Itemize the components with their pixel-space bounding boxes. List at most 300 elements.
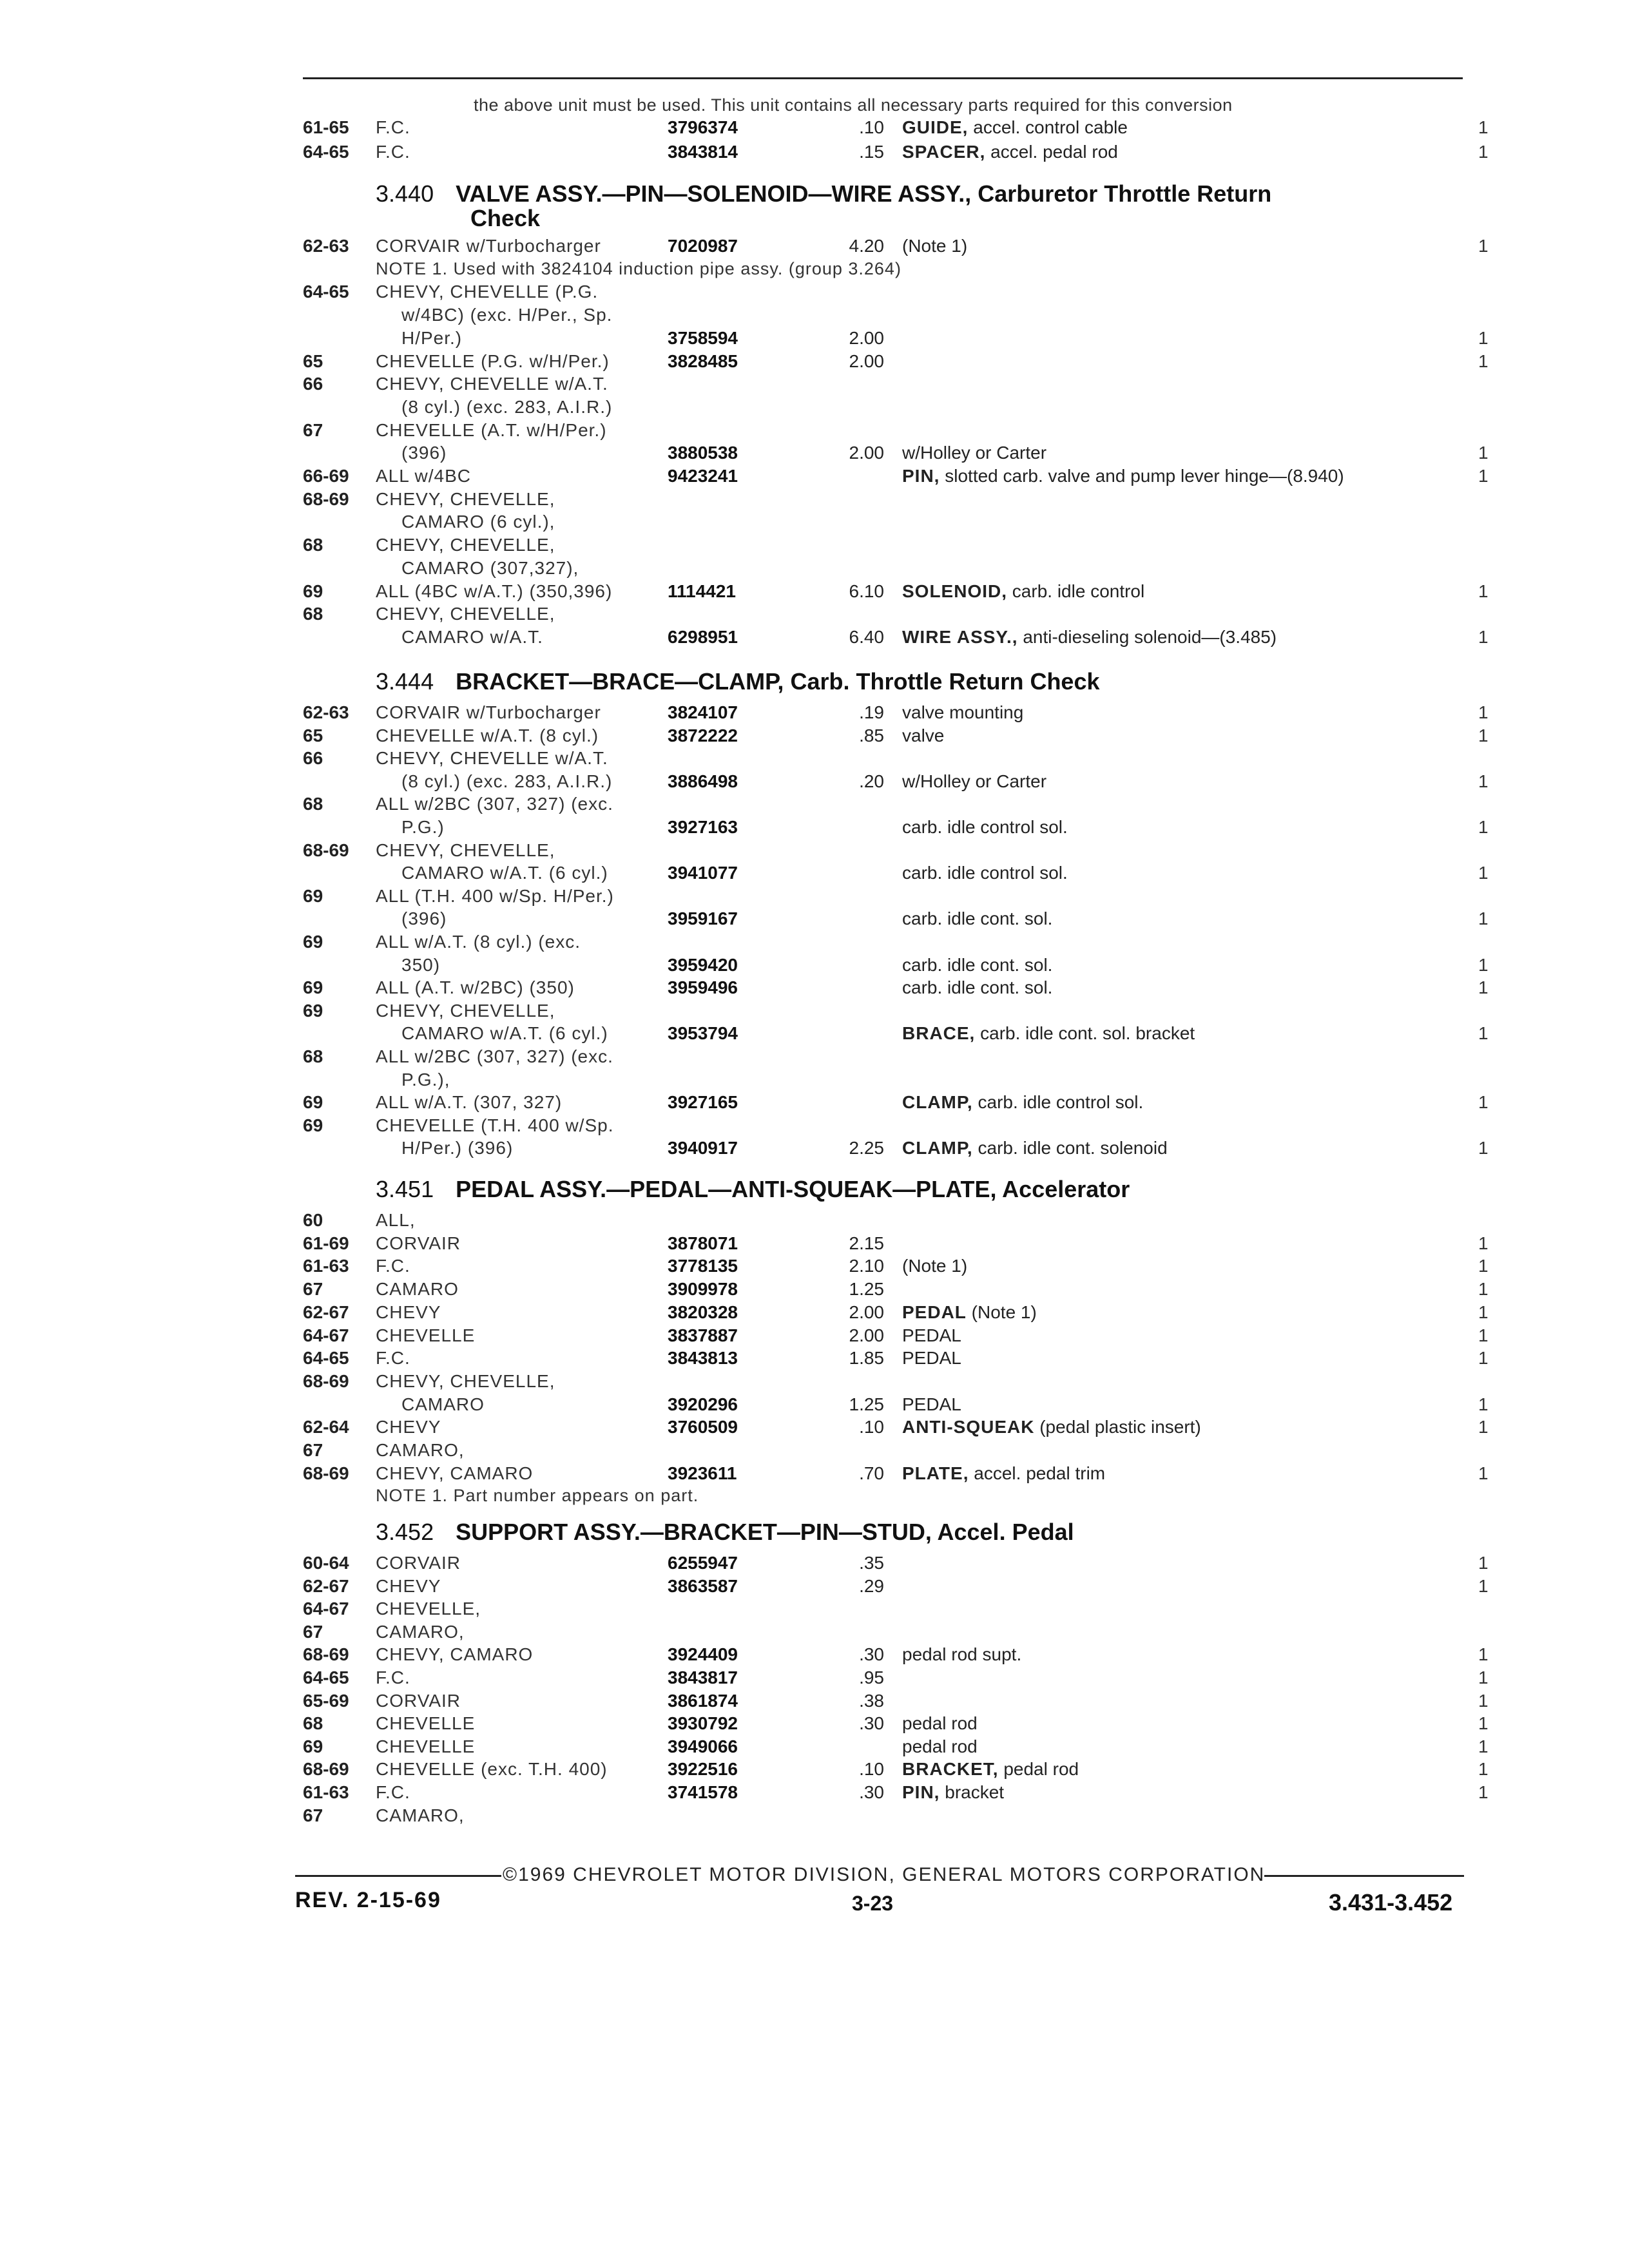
- table-row: [0, 397, 1629, 420]
- table-row: [0, 1782, 1629, 1805]
- row-description: WIRE ASSY., anti-dieseling solenoid—(3.485): [902, 627, 1277, 647]
- description-keyword: BRACKET,: [902, 1759, 999, 1779]
- row-quantity: 1: [1478, 142, 1489, 162]
- row-model: CHEVY, CHEVELLE w/A.T.: [376, 748, 608, 768]
- row-year: 68-69: [303, 840, 349, 860]
- row-model: CHEVELLE (exc. T.H. 400): [376, 1759, 608, 1779]
- row-quantity: 1: [1478, 908, 1489, 928]
- row-year: 62-63: [303, 702, 349, 722]
- row-quantity: 1: [1478, 1325, 1489, 1345]
- row-description: valve mounting: [902, 702, 1024, 722]
- row-part-number: 3778135: [668, 1256, 738, 1276]
- footer-range: 3.431-3.452: [1329, 1889, 1453, 1916]
- row-model: F.C.: [376, 142, 410, 162]
- row-quantity: 1: [1478, 863, 1489, 883]
- row-model: CORVAIR: [376, 1691, 461, 1711]
- row-part-number: 3824107: [668, 702, 738, 722]
- row-part-number: 3820328: [668, 1302, 738, 1322]
- row-model: CAMARO: [376, 1279, 459, 1299]
- row-model: ALL (A.T. w/2BC) (350): [376, 977, 575, 997]
- row-description: (Note 1): [902, 1256, 968, 1276]
- row-year: 67: [303, 1440, 323, 1460]
- row-quantity: 1: [1478, 1394, 1489, 1414]
- row-year: 68: [303, 794, 323, 814]
- table-row: [0, 1023, 1629, 1046]
- row-model: CHEVY, CHEVELLE,: [376, 1001, 555, 1021]
- row-description: pedal rod supt.: [902, 1644, 1022, 1664]
- row-quantity: 1: [1478, 328, 1489, 348]
- row-part-number: 3843814: [668, 142, 738, 162]
- row-quantity: 1: [1478, 1644, 1489, 1664]
- row-model: CORVAIR w/Turbocharger: [376, 702, 601, 722]
- row-price: .35: [859, 1553, 884, 1573]
- row-part-number: 3837887: [668, 1325, 738, 1345]
- row-model: CHEVELLE (A.T. w/H/Per.): [376, 420, 607, 440]
- table-row: [0, 771, 1629, 794]
- row-part-number: 3909978: [668, 1279, 738, 1299]
- row-model: w/4BC) (exc. H/Per., Sp.: [401, 305, 613, 325]
- row-description: PEDAL: [902, 1325, 961, 1345]
- row-model: (8 cyl.) (exc. 283, A.I.R.): [401, 397, 613, 417]
- row-model: F.C.: [376, 1256, 410, 1276]
- row-part-number: 3880538: [668, 443, 738, 463]
- footer-rule-left: [295, 1875, 501, 1877]
- section-title: PEDAL ASSY.—PEDAL—ANTI-SQUEAK—PLATE, Accelerator: [456, 1176, 1130, 1202]
- table-row: [0, 535, 1629, 558]
- row-price: 2.25: [849, 1138, 884, 1158]
- row-description: CLAMP, carb. idle control sol.: [902, 1092, 1144, 1112]
- row-description: PEDAL: [902, 1394, 961, 1414]
- row-part-number: 3924409: [668, 1644, 738, 1664]
- row-model: F.C.: [376, 117, 410, 137]
- row-part-number: 3828485: [668, 351, 738, 371]
- row-year: 69: [303, 932, 323, 952]
- row-model: CAMARO: [401, 1394, 485, 1414]
- row-year: 69: [303, 1001, 323, 1021]
- row-description: PIN, slotted carb. valve and pump lever hinge—(8.940): [902, 466, 1344, 486]
- table-row: [0, 117, 1629, 140]
- row-year: 62-64: [303, 1417, 349, 1437]
- row-description: PEDAL (Note 1): [902, 1302, 1037, 1322]
- table-row: [0, 1667, 1629, 1691]
- row-year: 68-69: [303, 1463, 349, 1483]
- row-part-number: 6298951: [668, 627, 738, 647]
- table-row: [0, 1713, 1629, 1736]
- row-part-number: 3949066: [668, 1736, 738, 1756]
- section-title-continued: Check: [470, 205, 541, 231]
- row-part-number: 3886498: [668, 771, 738, 791]
- table-row: [0, 1115, 1629, 1139]
- row-part-number: 3959167: [668, 908, 738, 928]
- row-year: 64-67: [303, 1599, 349, 1619]
- table-row: [0, 558, 1629, 581]
- row-part-number: 3861874: [668, 1691, 738, 1711]
- table-row: [0, 1092, 1629, 1115]
- row-quantity: 1: [1478, 1759, 1489, 1779]
- row-year: 68-69: [303, 1759, 349, 1779]
- row-model: CHEVELLE (T.H. 400 w/Sp.: [376, 1115, 614, 1135]
- table-row: [0, 1736, 1629, 1760]
- description-keyword: PIN,: [902, 466, 940, 486]
- table-row: [0, 1463, 1629, 1486]
- row-model: CHEVY, CHEVELLE w/A.T.: [376, 374, 608, 394]
- row-model: CHEVY, CHEVELLE,: [376, 535, 555, 555]
- table-row: [0, 1325, 1629, 1349]
- row-part-number: 3953794: [668, 1023, 738, 1043]
- section-title: BRACKET—BRACE—CLAMP, Carb. Throttle Return Check: [456, 668, 1100, 695]
- row-year: 62-63: [303, 236, 349, 256]
- row-model: CHEVELLE: [376, 1713, 476, 1733]
- row-model: CORVAIR w/Turbocharger: [376, 236, 601, 256]
- row-price: .30: [859, 1713, 884, 1733]
- section-number: 3.440: [376, 180, 434, 207]
- row-year: 65: [303, 351, 323, 371]
- row-price: .10: [859, 1759, 884, 1779]
- row-price: .10: [859, 117, 884, 137]
- row-year: 64-65: [303, 1667, 349, 1687]
- description-keyword: WIRE ASSY.,: [902, 627, 1018, 647]
- row-model: CHEVY: [376, 1417, 441, 1437]
- table-row: [0, 282, 1629, 305]
- intro-line: the above unit must be used. This unit contains all necessary parts required for this conversion: [474, 95, 1233, 115]
- table-row: [0, 328, 1629, 351]
- table-row: [0, 702, 1629, 726]
- row-part-number: 3872222: [668, 726, 738, 745]
- row-model: CAMARO (6 cyl.),: [401, 512, 555, 532]
- row-quantity: 1: [1478, 1667, 1489, 1687]
- footer-revision: REV. 2-15-69: [295, 1888, 441, 1912]
- row-description: valve: [902, 726, 945, 745]
- row-model: H/Per.) (396): [401, 1138, 514, 1158]
- row-year: 65-69: [303, 1691, 349, 1711]
- row-year: 68-69: [303, 1644, 349, 1664]
- row-quantity: 1: [1478, 1348, 1489, 1368]
- row-price: .10: [859, 1417, 884, 1437]
- row-model: CHEVELLE: [376, 1325, 476, 1345]
- row-year: 68-69: [303, 489, 349, 509]
- table-row: [0, 1070, 1629, 1093]
- row-price: 2.00: [849, 1302, 884, 1322]
- row-model: CHEVY, CHEVELLE,: [376, 840, 555, 860]
- row-description: w/Holley or Carter: [902, 443, 1047, 463]
- description-keyword: SOLENOID,: [902, 581, 1008, 601]
- row-year: 67: [303, 420, 323, 440]
- description-keyword: CLAMP,: [902, 1092, 973, 1112]
- row-model: CHEVY, CHEVELLE,: [376, 1371, 555, 1391]
- table-row: [0, 1302, 1629, 1325]
- row-price: .20: [859, 771, 884, 791]
- row-part-number: 3940917: [668, 1138, 738, 1158]
- row-price: 2.15: [849, 1233, 884, 1253]
- row-quantity: 1: [1478, 627, 1489, 647]
- row-price: 1.25: [849, 1394, 884, 1414]
- row-price: .85: [859, 726, 884, 745]
- row-model: ALL (T.H. 400 w/Sp. H/Per.): [376, 886, 614, 906]
- footer-copyright: ©1969 CHEVROLET MOTOR DIVISION, GENERAL MOTORS CORPORATION: [503, 1864, 1266, 1885]
- section-heading: [376, 1176, 1130, 1203]
- table-row: [0, 955, 1629, 978]
- table-row: [0, 1256, 1629, 1279]
- row-model: CHEVY: [376, 1576, 441, 1596]
- description-keyword: PLATE,: [902, 1463, 969, 1483]
- row-model: (396): [401, 908, 447, 928]
- table-row: [0, 1622, 1629, 1645]
- row-model: ALL w/2BC (307, 327) (exc.: [376, 794, 613, 814]
- table-row: [0, 1001, 1629, 1024]
- row-part-number: 3796374: [668, 117, 738, 137]
- row-price: 2.00: [849, 351, 884, 371]
- row-part-number: 3863587: [668, 1576, 738, 1596]
- row-model: CHEVY, CAMARO: [376, 1644, 534, 1664]
- row-description: carb. idle control sol.: [902, 863, 1068, 883]
- row-part-number: 3959420: [668, 955, 738, 975]
- row-quantity: 1: [1478, 1691, 1489, 1711]
- table-row: [0, 351, 1629, 374]
- row-year: 61-63: [303, 1782, 349, 1802]
- row-part-number: 3760509: [668, 1417, 738, 1437]
- table-row: [0, 466, 1629, 489]
- row-description: GUIDE, accel. control cable: [902, 117, 1128, 137]
- row-model: (8 cyl.) (exc. 283, A.I.R.): [401, 771, 613, 791]
- row-year: 69: [303, 1736, 323, 1756]
- table-row: [0, 886, 1629, 909]
- row-model: NOTE 1. Part number appears on part.: [376, 1486, 699, 1505]
- row-model: F.C.: [376, 1782, 410, 1802]
- row-model: ALL w/4BC: [376, 466, 472, 486]
- row-model: CHEVY: [376, 1302, 441, 1322]
- row-model: CAMARO,: [376, 1805, 465, 1825]
- row-quantity: 1: [1478, 955, 1489, 975]
- row-part-number: 3920296: [668, 1394, 738, 1414]
- table-row: [0, 794, 1629, 817]
- row-quantity: 1: [1478, 1279, 1489, 1299]
- row-part-number: 3758594: [668, 328, 738, 348]
- row-model: CAMARO,: [376, 1440, 465, 1460]
- row-part-number: 3843813: [668, 1348, 738, 1368]
- footer-page-number: 3-23: [852, 1892, 894, 1915]
- row-model: CHEVELLE (P.G. w/H/Per.): [376, 351, 610, 371]
- section-heading: [376, 1519, 1074, 1546]
- section-heading: [376, 180, 1271, 207]
- row-quantity: 1: [1478, 1417, 1489, 1437]
- row-model: ALL,: [376, 1210, 416, 1230]
- row-quantity: 1: [1478, 236, 1489, 256]
- row-model: CORVAIR: [376, 1233, 461, 1253]
- row-description: BRACE, carb. idle cont. sol. bracket: [902, 1023, 1195, 1043]
- table-row: [0, 748, 1629, 771]
- row-price: 6.10: [849, 581, 884, 601]
- section-title: VALVE ASSY.—PIN—SOLENOID—WIRE ASSY., Carburetor Throttle Return: [456, 180, 1272, 207]
- table-row: [0, 840, 1629, 863]
- description-keyword: GUIDE,: [902, 117, 969, 137]
- row-description: carb. idle cont. sol.: [902, 977, 1053, 997]
- row-price: .95: [859, 1667, 884, 1687]
- row-part-number: 1114421: [668, 581, 736, 601]
- row-description: ANTI-SQUEAK (pedal plastic insert): [902, 1417, 1201, 1437]
- row-description: carb. idle control sol.: [902, 817, 1068, 837]
- row-year: 66: [303, 374, 323, 394]
- table-row: [0, 1644, 1629, 1667]
- table-row: [0, 932, 1629, 955]
- row-part-number: 3741578: [668, 1782, 738, 1802]
- row-model: CHEVELLE,: [376, 1599, 481, 1619]
- section-title: SUPPORT ASSY.—BRACKET—PIN—STUD, Accel. Pedal: [456, 1519, 1074, 1545]
- top-rule: [303, 77, 1463, 79]
- row-year: 67: [303, 1805, 323, 1825]
- row-quantity: 1: [1478, 771, 1489, 791]
- row-year: 68-69: [303, 1371, 349, 1391]
- row-price: 1.25: [849, 1279, 884, 1299]
- description-keyword: PEDAL: [902, 1302, 967, 1322]
- row-quantity: 1: [1478, 1092, 1489, 1112]
- row-year: 64-65: [303, 1348, 349, 1368]
- row-price: 2.00: [849, 1325, 884, 1345]
- row-price: 6.40: [849, 627, 884, 647]
- row-price: .29: [859, 1576, 884, 1596]
- row-price: 4.20: [849, 236, 884, 256]
- row-price: .38: [859, 1691, 884, 1711]
- row-year: 65: [303, 726, 323, 745]
- row-year: 60-64: [303, 1553, 349, 1573]
- table-row: [0, 1210, 1629, 1233]
- row-model: CHEVELLE: [376, 1736, 476, 1756]
- section-number: 3.444: [376, 668, 434, 695]
- row-price: 2.10: [849, 1256, 884, 1276]
- row-description: pedal rod: [902, 1736, 978, 1756]
- row-quantity: 1: [1478, 1713, 1489, 1733]
- row-model: CAMARO (307,327),: [401, 558, 579, 578]
- row-year: 62-67: [303, 1302, 349, 1322]
- row-quantity: 1: [1478, 1553, 1489, 1573]
- table-row: [0, 236, 1629, 259]
- row-year: 64-67: [303, 1325, 349, 1345]
- row-model: P.G.),: [401, 1070, 450, 1090]
- row-description: SOLENOID, carb. idle control: [902, 581, 1145, 601]
- row-quantity: 1: [1478, 702, 1489, 722]
- row-price: .30: [859, 1782, 884, 1802]
- table-row: [0, 443, 1629, 466]
- row-year: 69: [303, 886, 323, 906]
- row-quantity: 1: [1478, 726, 1489, 745]
- row-quantity: 1: [1478, 443, 1489, 463]
- table-row: [0, 977, 1629, 1001]
- section-number: 3.451: [376, 1176, 434, 1202]
- row-description: pedal rod: [902, 1713, 978, 1733]
- row-model: ALL w/A.T. (8 cyl.) (exc.: [376, 932, 581, 952]
- row-price: .70: [859, 1463, 884, 1483]
- row-model: CHEVY, CHEVELLE (P.G.: [376, 282, 599, 302]
- row-year: 69: [303, 1092, 323, 1112]
- row-part-number: 3927165: [668, 1092, 738, 1112]
- row-model: CHEVY, CHEVELLE,: [376, 489, 555, 509]
- table-row: [0, 1440, 1629, 1463]
- row-quantity: 1: [1478, 977, 1489, 997]
- row-year: 69: [303, 977, 323, 997]
- table-row: [0, 908, 1629, 932]
- row-description: carb. idle cont. sol.: [902, 955, 1053, 975]
- row-quantity: 1: [1478, 1023, 1489, 1043]
- row-description: SPACER, accel. pedal rod: [902, 142, 1118, 162]
- table-row: [0, 1576, 1629, 1599]
- row-description: carb. idle cont. sol.: [902, 908, 1053, 928]
- row-model: H/Per.): [401, 328, 463, 348]
- table-row: [0, 1553, 1629, 1576]
- table-row: [0, 489, 1629, 512]
- row-model: ALL w/A.T. (307, 327): [376, 1092, 563, 1112]
- row-year: 67: [303, 1279, 323, 1299]
- table-row: [0, 581, 1629, 604]
- row-year: 60: [303, 1210, 323, 1230]
- table-row: [0, 1759, 1629, 1782]
- row-year: 68: [303, 1046, 323, 1066]
- table-row: [0, 1417, 1629, 1440]
- row-model: CHEVELLE w/A.T. (8 cyl.): [376, 726, 599, 745]
- row-year: 69: [303, 1115, 323, 1135]
- row-model: ALL w/2BC (307, 327) (exc.: [376, 1046, 613, 1066]
- row-quantity: 1: [1478, 351, 1489, 371]
- row-quantity: 1: [1478, 1736, 1489, 1756]
- row-year: 61-63: [303, 1256, 349, 1276]
- row-model: NOTE 1. Used with 3824104 induction pipe assy. (group 3.264): [376, 259, 901, 278]
- row-part-number: 3922516: [668, 1759, 738, 1779]
- row-year: 69: [303, 581, 323, 601]
- row-model: F.C.: [376, 1348, 410, 1368]
- row-year: 66: [303, 748, 323, 768]
- row-description: w/Holley or Carter: [902, 771, 1047, 791]
- row-year: 67: [303, 1622, 323, 1642]
- row-price: 2.00: [849, 328, 884, 348]
- table-row: [0, 817, 1629, 840]
- row-description: PEDAL: [902, 1348, 961, 1368]
- row-model: (396): [401, 443, 447, 463]
- row-year: 68: [303, 604, 323, 624]
- row-description: PLATE, accel. pedal trim: [902, 1463, 1106, 1483]
- row-price: .30: [859, 1644, 884, 1664]
- row-year: 66-69: [303, 466, 349, 486]
- row-quantity: 1: [1478, 1463, 1489, 1483]
- description-keyword: SPACER,: [902, 142, 986, 162]
- row-year: 64-65: [303, 142, 349, 162]
- description-keyword: PIN,: [902, 1782, 940, 1802]
- row-model: CAMARO w/A.T. (6 cyl.): [401, 863, 608, 883]
- row-model: CHEVY, CAMARO: [376, 1463, 534, 1483]
- row-price: .19: [859, 702, 884, 722]
- row-year: 61-69: [303, 1233, 349, 1253]
- table-row: [0, 863, 1629, 886]
- row-part-number: 3923611: [668, 1463, 737, 1483]
- row-price: 2.00: [849, 443, 884, 463]
- row-quantity: 1: [1478, 817, 1489, 837]
- table-row: [0, 305, 1629, 328]
- row-year: 61-65: [303, 117, 349, 137]
- row-year: 64-65: [303, 282, 349, 302]
- section-heading: [376, 668, 1100, 695]
- row-quantity: 1: [1478, 1302, 1489, 1322]
- row-price: 1.85: [849, 1348, 884, 1368]
- table-row: [0, 627, 1629, 650]
- row-description: CLAMP, carb. idle cont. solenoid: [902, 1138, 1168, 1158]
- row-model: CORVAIR: [376, 1553, 461, 1573]
- row-year: 68: [303, 535, 323, 555]
- row-part-number: 3930792: [668, 1713, 738, 1733]
- row-model: F.C.: [376, 1667, 410, 1687]
- row-part-number: 3927163: [668, 817, 738, 837]
- footer-rule-right: [1264, 1875, 1464, 1877]
- table-row: [0, 1279, 1629, 1302]
- table-row: [0, 604, 1629, 627]
- table-row: [0, 420, 1629, 443]
- table-row: [0, 1348, 1629, 1371]
